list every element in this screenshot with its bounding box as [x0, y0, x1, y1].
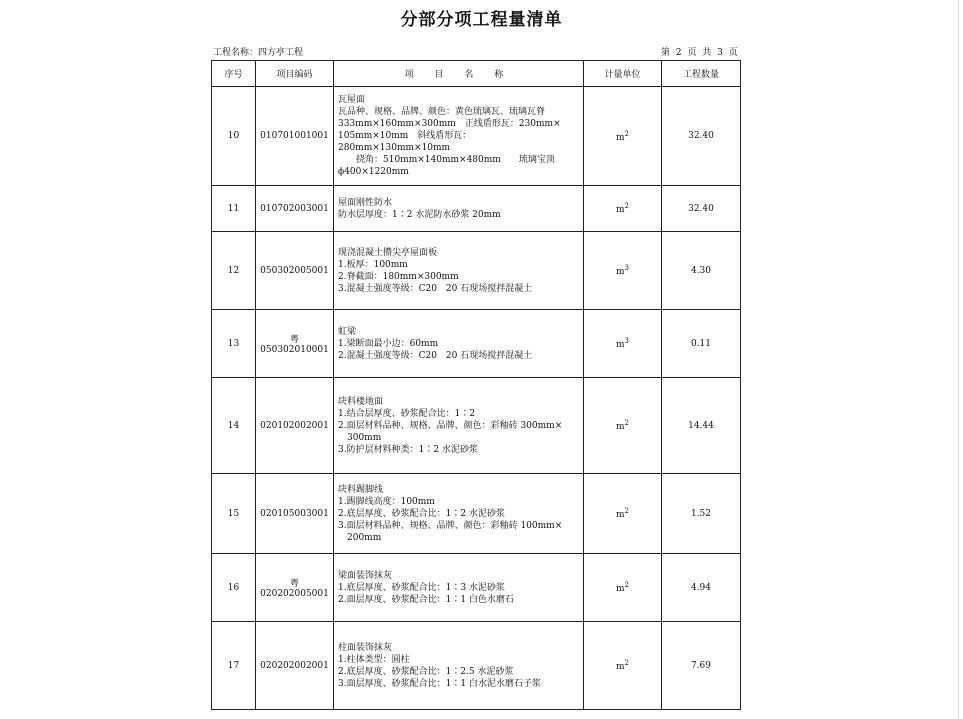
item-feature-line: 3.防护层材料种类：1∶2 水泥砂浆 [338, 444, 478, 455]
item-feature-line: 333mm×160mm×300mm 正线盾形瓦：230mm× [338, 119, 561, 129]
row-quantity: 32.40 [662, 186, 741, 232]
table-header-row [212, 61, 741, 87]
row-unit [584, 87, 662, 186]
header-serial-no: 序号 [212, 61, 256, 87]
row-item-description [334, 232, 584, 310]
table-row [212, 554, 741, 622]
item-title: 屋面刚性防水 [338, 197, 393, 208]
unit-symbol: m [615, 662, 625, 672]
unit-symbol: m [615, 205, 625, 215]
unit-exponent: 2 [624, 581, 629, 589]
item-feature-line: 105mm×10mm 斜线盾形瓦：280mm×130mm×10mm [338, 131, 472, 153]
row-unit [584, 310, 662, 378]
row-quantity: 14.44 [662, 378, 741, 474]
row-item-description [334, 87, 584, 186]
row-quantity: 32.40 [662, 87, 741, 186]
header-item-code: 项目编码 [256, 61, 334, 87]
row-unit [584, 622, 662, 710]
item-feature-line: 2.混凝土强度等级：C20 20 石现场搅拌混凝土 [338, 350, 533, 361]
unit-exponent: 3 [624, 337, 629, 345]
item-feature-line: 1.梁断面最小边：60mm [338, 338, 439, 349]
row-unit [584, 554, 662, 622]
page-edge-line [958, 0, 959, 719]
row-serial-no: 17 [212, 622, 256, 710]
unit-exponent: 2 [624, 507, 629, 515]
table-row [212, 378, 741, 474]
unit-symbol: m [615, 132, 625, 143]
row-unit [584, 186, 662, 232]
row-item-code: 粤 050302010001 [256, 310, 334, 378]
row-quantity: 4.30 [662, 232, 741, 310]
header-item-name: 项 目 名 称 [334, 61, 584, 87]
item-feature-line: 1.结合层厚度、砂浆配合比：1∶2 [338, 408, 476, 419]
table-row [212, 186, 741, 232]
unit-exponent: 2 [624, 419, 629, 427]
row-quantity: 0.11 [662, 310, 741, 378]
row-item-code: 010701001001 [256, 87, 334, 186]
unit-exponent: 2 [624, 202, 629, 210]
row-item-description [334, 186, 584, 232]
row-item-code: 050302005001 [256, 232, 334, 310]
row-serial-no: 14 [212, 378, 256, 474]
row-item-description [334, 310, 584, 378]
item-feature-line: 1.踢脚线高度：100mm [338, 496, 435, 507]
unit-exponent: 3 [624, 264, 629, 272]
row-unit [584, 474, 662, 554]
item-feature-line: 3.面层材料品种、规格、品牌、颜色：彩釉砖 100mm× [338, 520, 563, 531]
unit-symbol: m [615, 422, 625, 432]
row-serial-no: 12 [212, 232, 256, 310]
header-unit: 计量单位 [584, 61, 662, 87]
row-serial-no: 10 [212, 87, 256, 186]
row-item-code: 010702003001 [256, 186, 334, 232]
row-unit [584, 232, 662, 310]
item-title: 虹梁 [338, 326, 357, 337]
item-feature-line: 1.柱体类型：圆柱 [338, 654, 410, 665]
item-title: 瓦屋面 [338, 95, 366, 105]
table-row [212, 622, 741, 710]
row-item-description [334, 554, 584, 622]
item-feature-line: ϕ400×1220mm [338, 167, 409, 177]
item-feature-line: 200mm [338, 532, 382, 543]
item-feature-line: 1.板厚：100mm [338, 259, 408, 270]
item-feature-line: 300mm [338, 432, 382, 443]
item-feature-line: 2.底层厚度、砂浆配合比：1∶2 水泥砂浆 [338, 508, 505, 519]
row-serial-no: 11 [212, 186, 256, 232]
row-quantity: 4.94 [662, 554, 741, 622]
document-title: 分部分项工程量清单 [400, 10, 563, 30]
unit-symbol: m [615, 510, 625, 520]
row-item-code: 020102002001 [256, 378, 334, 474]
page-number-label: 第 2 页 共 3 页 [661, 48, 738, 58]
item-feature-line: 2.面层厚度、砂浆配合比：1∶1 白色水磨石 [338, 594, 514, 605]
item-feature-line: 挠角：510mm×140mm×480mm 琉璃宝顶 [338, 155, 555, 165]
row-item-description [334, 474, 584, 554]
item-title: 块料踢脚线 [338, 484, 384, 495]
item-feature-line: 3.面层厚度、砂浆配合比：1∶1 白水泥水磨石子浆 [338, 678, 541, 689]
row-serial-no: 15 [212, 474, 256, 554]
table-row [212, 474, 741, 554]
table-row [212, 310, 741, 378]
row-quantity: 1.52 [662, 474, 741, 554]
row-serial-no: 13 [212, 310, 256, 378]
item-feature-line: 瓦品种、规格、品牌、颜色：黄色琉璃瓦、琉璃瓦脊 [338, 107, 546, 117]
item-title: 梁面装饰抹灰 [338, 570, 393, 581]
item-feature-line: 防水层厚度：1∶2 水泥防水砂浆 20mm [338, 209, 501, 220]
item-feature-line: 1.底层厚度、砂浆配合比：1∶3 水泥砂浆 [338, 582, 505, 593]
row-quantity: 7.69 [662, 622, 741, 710]
header-quantity: 工程数量 [662, 61, 741, 87]
unit-exponent: 2 [624, 659, 629, 667]
table-row [212, 87, 741, 186]
item-title: 现浇混凝土攒尖亭屋面板 [338, 247, 438, 258]
unit-symbol: m [615, 267, 625, 277]
row-item-code: 020105003001 [256, 474, 334, 554]
item-feature-line: 3.混凝土强度等级：C20 20 石现场搅拌混凝土 [338, 283, 533, 294]
unit-symbol: m [615, 584, 625, 594]
row-item-code: 粤 020202005001 [256, 554, 334, 622]
row-item-description [334, 622, 584, 710]
row-item-code: 020202002001 [256, 622, 334, 710]
unit-symbol: m [615, 340, 625, 350]
bill-of-quantities-table [211, 60, 741, 710]
row-unit [584, 378, 662, 474]
table-row [212, 232, 741, 310]
project-name-label: 工程名称：四方亭工程 [213, 48, 304, 58]
table-body [212, 87, 741, 710]
row-item-description [334, 378, 584, 474]
row-serial-no: 16 [212, 554, 256, 622]
item-feature-line: 2.底层厚度、砂浆配合比：1∶2.5 水泥砂浆 [338, 666, 514, 677]
item-feature-line: 2.脊截面：180mm×300mm [338, 271, 459, 282]
unit-exponent: 2 [624, 129, 629, 138]
item-title: 柱面装饰抹灰 [338, 642, 393, 653]
item-feature-line: 2.面层材料品种、规格、品牌、颜色：彩釉砖 300mm× [338, 420, 563, 431]
item-title: 块料楼地面 [338, 396, 384, 407]
